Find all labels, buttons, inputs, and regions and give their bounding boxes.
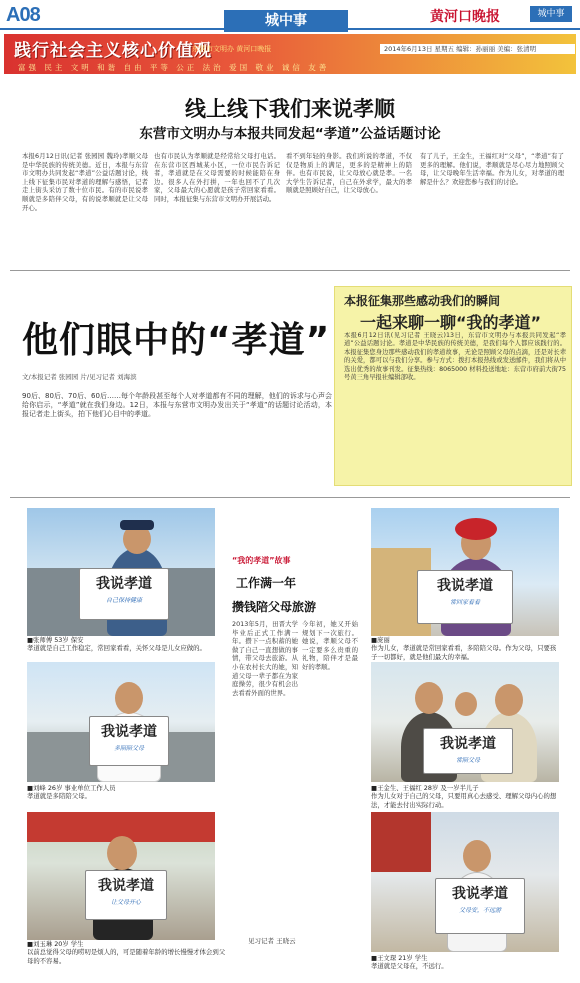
photo-caption: [27, 636, 215, 653]
photo-caption: [27, 940, 227, 965]
lead-column-3: 看不到年轻的身影。我们所说的孝道，不仅仅是物质上的满足，更多的是精神上的陪伴。也有市民说，让父母放心就是孝。一名大学生告诉记者，自己在外求学，最大的孝顺就是照顾好自己，让父母放心。: [286, 152, 412, 195]
photo: [27, 812, 215, 940]
caption-text: 作为儿女，孝道就是常回家看看，多陪陪父母。作为父母，只要孩子一切都好，就是他们最大的幸福。: [371, 644, 557, 661]
divider: [10, 270, 570, 271]
sign-handwriting: 常回家看看: [449, 599, 480, 606]
photo: [371, 812, 559, 952]
feature-byline: 文/本报记者 张园园 片/见习记者 刘海滨: [22, 373, 137, 381]
section-label: 城中事: [224, 10, 348, 32]
photo-caption: [27, 784, 215, 801]
story-byline: 见习记者 王晓云: [248, 937, 296, 945]
sign-card: [423, 728, 513, 774]
divider: [10, 497, 570, 498]
sign-handwriting: 父母安，不远游: [458, 907, 501, 914]
callout-headline: 一起来聊一聊“我的孝道”: [360, 313, 542, 332]
photo: [371, 508, 559, 636]
sign-title: 我说孝道: [98, 878, 154, 894]
sign-handwriting: 常陪父母: [455, 757, 480, 764]
sub-headline: 东营市文明办与本报共同发起“孝道”公益话题讨论: [139, 126, 441, 142]
story-column-1: 2013年5月，田晋大学毕业后正式工作满一年。攒下一点积蓄的她做了自己一直想做的事情，带父母去旅游。从小在农村长大的她，知道父母一辈子都在为家庭操劳，很少有机会出去看看外面的世界。: [232, 620, 298, 697]
headline: 线上线下我们来说孝顺: [185, 97, 395, 121]
sign-title: 我说孝道: [437, 578, 493, 594]
caption-name: ■王文琛 21岁 学生: [371, 954, 428, 962]
caption-text: 孝道就是多陪陪父母。: [27, 792, 91, 801]
caption-text: 孝道就是父母在，不远行。: [371, 962, 448, 971]
photo-caption: [371, 784, 559, 809]
banner-subtitle: 东营市文明办 黄河口晚报: [192, 45, 272, 53]
photo-caption: [371, 636, 559, 661]
callout-title: 本报征集那些感动我们的瞬间: [344, 294, 501, 308]
page-number: A08: [6, 4, 40, 26]
core-values: 富强 民主 文明 和谐 自由 平等 公正 法治 爱国 敬业 诚信 友善: [18, 63, 330, 72]
caption-text: 孝道就是自己工作稳定，常回家看看，关怀父母是儿女应做的。: [27, 644, 206, 653]
caption-text: 以前总觉得父母的唠叨是烦人的，可是随着年龄的增长慢慢才体会到父母的不容易。: [27, 948, 226, 965]
sign-card: [435, 878, 525, 934]
photo: [371, 662, 559, 782]
sign-card: [89, 716, 169, 766]
sign-card: [85, 870, 167, 920]
photo-caption: [371, 954, 559, 971]
sign-handwriting: 自己保持健康: [105, 597, 142, 604]
sign-card: [79, 568, 169, 620]
sign-title: 我说孝道: [452, 886, 508, 902]
banner-title: 践行社会主义核心价值观: [14, 41, 212, 61]
sign-title: 我说孝道: [101, 724, 157, 740]
sign-handwriting: 多陪陪父母: [113, 745, 144, 752]
caption-name: ■张师傅 53岁 保安: [27, 636, 84, 644]
caption-text: 作为儿女对于自己的父母，只要用真心去感受、理解父母内心的想法，才能去付出实际行动。: [371, 792, 557, 809]
caption-name: ■王金生、王福红 28岁 及一岁半儿子: [371, 784, 479, 792]
caption-name: ■刘峰 26岁 事业单位工作人员: [27, 784, 116, 792]
callout-body: 本报6月12日讯(见习记者 王晓云)13日，东营市文明办与本报共同发起“孝道”公益话题讨论。孝道是中华民族的传统美德，是我们每个人都应该践行的。本报征集您身边那些感动我们的孝道故事，无论是照顾父母的点滴，还是对长辈的关爱，都可以与我们分享。参与方式：拨打本报热线或发送邮件，我们将从中选出优秀的故事刊发。征集热线：8065000 材料投送地址：东营市府前大街75号黄三角早报社编辑部收。: [344, 332, 566, 382]
feature-intro: 90后、80后、70后、60后……每个年龄段甚至每个人对孝道都有不同的理解，他们的诉求与心声会给你启示，“孝道”就在我们身边。12日，本报与东营市文明办发出关于“孝道”的话题讨论活动，本报记者走上街头，拍下他们心目中的孝道。: [22, 392, 332, 418]
sign-title: 我说孝道: [96, 576, 152, 592]
feature-title: 他们眼中的“孝道”: [22, 320, 331, 361]
masthead-logo: 黄河口晚报: [430, 9, 500, 25]
photo: [27, 662, 215, 782]
photo: [27, 508, 215, 636]
story-column-2: 今年初，她又开始规划下一次旅行。她说，孝顺父母不一定要多么贵重的礼物，陪伴才是最好的孝顺。: [302, 620, 358, 671]
lead-column-1: 本报6月12日讯(记者 张园园 魏玲)孝顺父母是中华民族的传统美德。近日，本报与东营市文明办共同发起“孝道”公益话题讨论，线上线下征集市民对孝道的理解与感悟，记者走上街头采访了数十位市民。有的市民说孝顺就是多陪伴父母，有的说孝顺就是让父母开心。: [22, 152, 148, 212]
issue-date: 2014年6月13日 星期五 编辑：孙丽丽 美编：张清明: [380, 44, 575, 54]
story-title: 工作满一年: [236, 576, 297, 590]
sign-handwriting: 让父母开心: [110, 899, 141, 906]
caption-name: ■庞丽: [371, 636, 390, 644]
story-subtitle: 攒钱陪父母旅游: [232, 600, 317, 614]
sign-title: 我说孝道: [440, 736, 496, 752]
caption-name: ■刘玉琳 20岁 学生: [27, 940, 84, 948]
masthead-tag: 城中事: [530, 6, 572, 22]
story-tag: “我的孝道”故事: [232, 556, 291, 565]
lead-column-2: 也有市民认为孝顺就是经常给父母打电话。在东营市区西城某小区，一位市民告诉记者，孝道就是在父母需要的时候能陪在身边。很多人在外打拼，一年也回不了几次家，父母最大的心愿就是孩子常回家看看。同时，本报征集与东营市文明办开展活动。: [154, 152, 280, 203]
sign-card: [417, 570, 513, 624]
lead-column-4: 有了儿子，王金生，王福红对“父母”，“孝道”有了更多的理解。他们说，孝顺就是尽心尽力地照顾父母，让父母晚年生活幸福。作为儿女，对孝道的理解是什么？欢迎您参与我们的讨论。: [420, 152, 564, 186]
